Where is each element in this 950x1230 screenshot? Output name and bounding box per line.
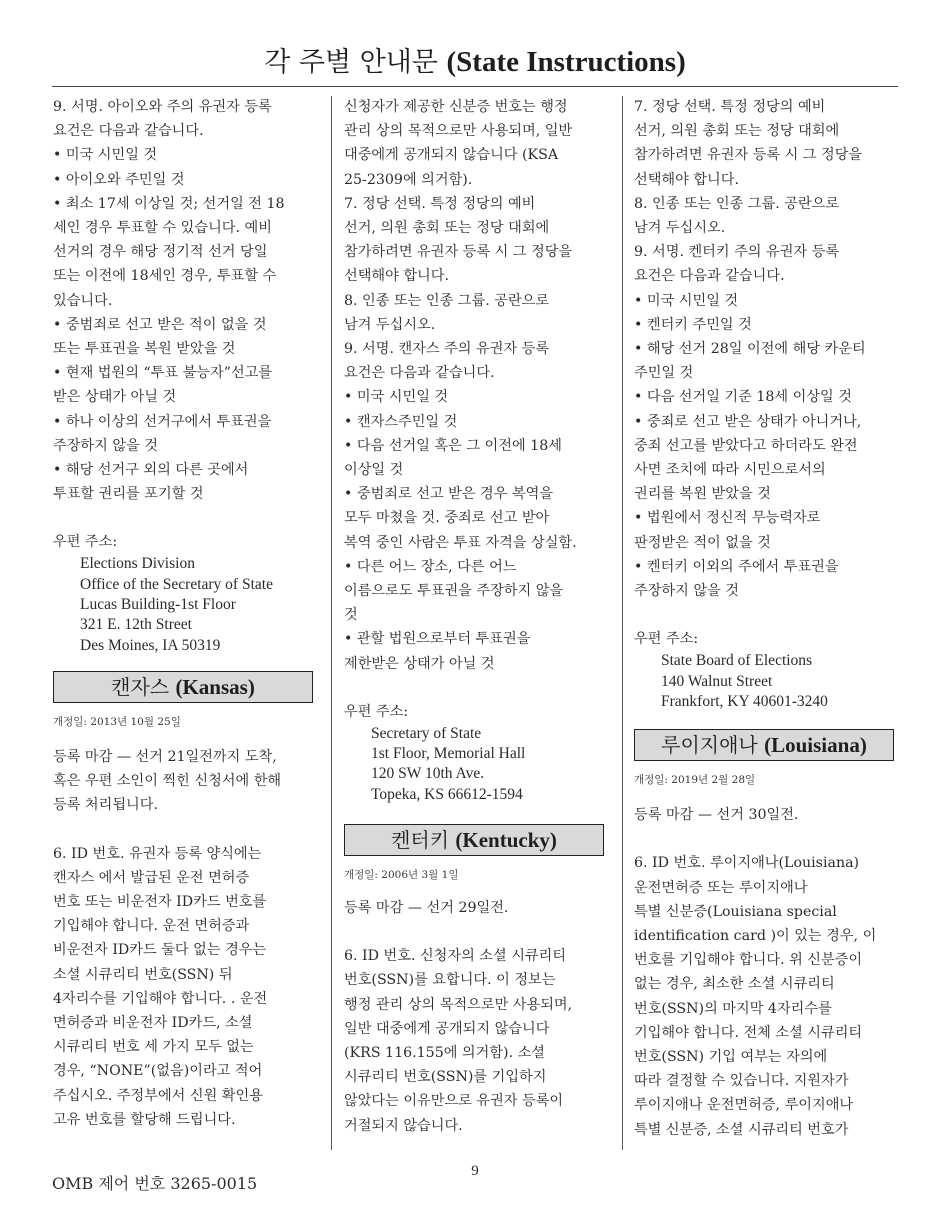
text-line: 주십시오. 주정부에서 신원 확인용 bbox=[53, 1087, 263, 1104]
kentucky-header bbox=[344, 824, 604, 856]
text-line: • 현재 법원의 “투표 불능자”선고를 bbox=[53, 365, 273, 382]
text-line: 복역 중인 사람은 투표 자격을 상실함. bbox=[344, 534, 577, 551]
text-line: 기입해야 합니다. 운전 면허증과 bbox=[53, 918, 250, 935]
iowa-mail-label: 우편 주소: bbox=[53, 534, 118, 551]
kentucky-id-number bbox=[344, 944, 612, 1138]
text-line: 주장하지 않을 것 bbox=[53, 437, 158, 454]
text-line: • 다음 선거일 기준 18세 이상일 것 bbox=[634, 389, 852, 406]
text-line: Secretary of State bbox=[371, 724, 482, 742]
kansas-deadline bbox=[53, 745, 321, 818]
text-line: 7. 정당 선택. 특정 정당의 예비 bbox=[634, 99, 826, 115]
text-line: 참가하려면 유권자 등록 시 그 정당을 bbox=[344, 244, 573, 261]
kansas-id-number bbox=[53, 842, 321, 1132]
text-line: • 캔자스주민일 것 bbox=[344, 413, 458, 430]
text-line: 권리를 복원 받았을 것 bbox=[634, 486, 771, 503]
text-line: 6. ID 번호. 신청자의 소셜 시큐리티 bbox=[344, 948, 567, 965]
text-line: 일반 대중에게 공개되지 않습니다 bbox=[344, 1020, 550, 1037]
text-line: 요건은 다음과 같습니다. bbox=[634, 268, 785, 285]
text-line: 경우, “NONE”(없음)이라고 적어 bbox=[53, 1063, 263, 1080]
text-line: 신청자가 제공한 신분증 번호는 행정 bbox=[344, 99, 568, 115]
text-line: 9. 서명. 켄터키 주의 유권자 등록 bbox=[634, 244, 840, 261]
page-number: 9 bbox=[471, 1163, 479, 1179]
text-line: 있습니다. bbox=[53, 292, 113, 309]
text-line: 않았다는 이유만으로 유권자 등록이 bbox=[344, 1093, 564, 1110]
text-line: Lucas Building-1st Floor bbox=[80, 596, 236, 614]
text-line: 거절되지 않습니다. bbox=[344, 1117, 463, 1134]
text-line: 남겨 두십시오. bbox=[344, 316, 436, 333]
text-line: • 법원에서 정신적 무능력자로 bbox=[634, 510, 821, 527]
text-line: 따라 결정할 수 있습니다. 지원자가 bbox=[634, 1073, 849, 1090]
text-line: 주민일 것 bbox=[634, 365, 694, 382]
column-1 bbox=[53, 95, 321, 1132]
text-line: 시큐리티 번호(SSN)를 기입하지 bbox=[344, 1069, 547, 1086]
text-line: 번호 또는 비운전자 ID카드 번호를 bbox=[53, 893, 267, 910]
text-line: 6. ID 번호. 유권자 등록 양식에는 bbox=[53, 845, 262, 862]
text-line: 321 E. 12th Street bbox=[80, 616, 192, 634]
text-line: Topeka, KS 66612-1594 bbox=[371, 785, 523, 803]
text-line: 7. 정당 선택. 특정 정당의 예비 bbox=[344, 195, 536, 212]
text-line: • 켄터키 주민일 것 bbox=[634, 316, 752, 333]
text-line: 4자리수를 기입해야 합니다. . 운전 bbox=[53, 990, 268, 1007]
text-line: 행정 관리 상의 목적으로만 사용되며, bbox=[344, 996, 573, 1013]
kentucky-deadline bbox=[344, 896, 612, 920]
louisiana-header-ko: 루이지애나 bbox=[661, 733, 758, 758]
column-3 bbox=[634, 95, 902, 1142]
text-line: 관리 상의 목적으로만 사용되며, 일반 bbox=[344, 123, 573, 140]
kentucky-mail-label: 우편 주소: bbox=[634, 631, 699, 648]
column-divider-1 bbox=[331, 96, 332, 1150]
kansas-header-ko: 캔자스 bbox=[111, 674, 170, 699]
text-line: • 최소 17세 이상일 것; 선거일 전 18 bbox=[53, 195, 285, 212]
text-line: 25-2309에 의거함). bbox=[344, 171, 473, 188]
text-line: 등록 처리됩니다. bbox=[53, 797, 158, 814]
text-line: 9. 서명. 캔자스 주의 유권자 등록 bbox=[344, 341, 550, 358]
page-title bbox=[0, 40, 950, 79]
text-line: 투표할 권리를 포기할 것 bbox=[53, 486, 204, 503]
text-line: 비운전자 ID카드 둘다 없는 경우는 bbox=[53, 942, 267, 959]
text-line: • 해당 선거구 외의 다른 곳에서 bbox=[53, 462, 249, 479]
iowa-signature-requirements bbox=[53, 95, 321, 506]
text-line: 선거의 경우 해당 정기적 선거 당일 bbox=[53, 244, 268, 261]
text-line: 시큐리티 번호 세 가지 모두 없는 bbox=[53, 1039, 254, 1056]
text-line: 소셜 시큐리티 번호(SSN) 뒤 bbox=[53, 966, 233, 983]
text-line: • 다음 선거일 혹은 그 이전에 18세 bbox=[344, 437, 562, 454]
page-title-en: (State Instructions) bbox=[446, 46, 686, 78]
text-line: 것 bbox=[344, 607, 358, 624]
text-line: 중죄 선고를 받았다고 하더라도 완전 bbox=[634, 437, 858, 454]
text-line: 받은 상태가 아닐 것 bbox=[53, 389, 177, 406]
text-line: • 아이오와 주민일 것 bbox=[53, 171, 185, 188]
text-line: 루이지애나 운전면허증, 루이지애나 bbox=[634, 1097, 854, 1114]
kentucky-header-ko: 켄터키 bbox=[391, 828, 450, 853]
text-line: 요건은 다음과 같습니다. bbox=[344, 365, 495, 382]
text-line: Office of the Secretary of State bbox=[80, 575, 273, 593]
kansas-mail-label: 우편 주소: bbox=[344, 703, 409, 720]
text-line: 6. ID 번호. 루이지애나(Louisiana) bbox=[634, 855, 860, 872]
text-line: 특별 신분증(Louisiana special bbox=[634, 903, 837, 920]
text-line: 면허증과 비운전자 ID카드, 소셜 bbox=[53, 1014, 253, 1031]
text-line: 등록 마감 — 선거 30일전. bbox=[634, 807, 799, 824]
text-line: • 중범죄로 선고 받은 적이 없을 것 bbox=[53, 316, 267, 333]
kansas-mail-address bbox=[344, 724, 612, 805]
text-line: 참가하려면 유권자 등록 시 그 정당을 bbox=[634, 147, 863, 164]
kentucky-header-en: (Kentucky) bbox=[455, 828, 557, 853]
text-line: 대중에게 공개되지 않습니다 (KSA bbox=[344, 147, 559, 164]
page-title-ko: 각 주별 안내문 bbox=[264, 47, 438, 78]
text-line: 선거, 의원 총회 또는 정당 대회에 bbox=[634, 123, 840, 140]
column-2 bbox=[344, 95, 612, 1138]
kansas-revised-date: 개정일: 2013년 10월 25일 bbox=[53, 715, 181, 728]
louisiana-deadline bbox=[634, 803, 902, 827]
text-line: Frankfort, KY 40601-3240 bbox=[661, 692, 828, 710]
text-line: • 관할 법원으로부터 투표권을 bbox=[344, 631, 531, 648]
text-line: 세인 경우 투표할 수 있습니다. 예비 bbox=[53, 220, 272, 237]
kentucky-revised-date: 개정일: 2006년 3월 1일 bbox=[344, 869, 459, 882]
text-line: • 중죄로 선고 받은 상태가 아니거나, bbox=[634, 413, 862, 430]
text-line: 이상일 것 bbox=[344, 462, 404, 479]
text-line: 8. 인종 또는 인종 그룹. 공란으로 bbox=[634, 195, 840, 212]
text-line: 등록 마감 — 선거 29일전. bbox=[344, 900, 509, 917]
text-line: 운전면허증 또는 루이지애나 bbox=[634, 879, 808, 896]
kentucky-mail-address bbox=[634, 651, 902, 712]
text-line: • 다른 어느 장소, 다른 어느 bbox=[344, 558, 517, 575]
text-line: 번호를 기입해야 합니다. 위 신분증이 bbox=[634, 952, 863, 969]
text-line: identification card )이 있는 경우, 이 bbox=[634, 927, 877, 944]
text-line: 번호(SSN)의 마지막 4자리수를 bbox=[634, 1000, 832, 1017]
text-line: 또는 이전에 18세인 경우, 투표할 수 bbox=[53, 268, 277, 285]
louisiana-revised-date: 개정일: 2019년 2월 28일 bbox=[634, 774, 756, 787]
text-line: 혹은 우편 소인이 찍힌 신청서에 한해 bbox=[53, 773, 282, 790]
text-line: • 미국 시민일 것 bbox=[344, 389, 449, 406]
louisiana-id-number bbox=[634, 851, 902, 1141]
text-line: • 하나 이상의 선거구에서 투표권을 bbox=[53, 413, 272, 430]
louisiana-header-en: (Louisiana) bbox=[764, 733, 867, 758]
louisiana-header bbox=[634, 729, 894, 761]
text-line: • 미국 시민일 것 bbox=[53, 147, 158, 164]
text-line: 없는 경우, 최소한 소셜 시큐리티 bbox=[634, 976, 835, 993]
text-line: State Board of Elections bbox=[661, 652, 813, 670]
text-line: 남겨 두십시오. bbox=[634, 220, 726, 237]
text-line: 선택해야 합니다. bbox=[344, 268, 449, 285]
text-line: 선택해야 합니다. bbox=[634, 171, 739, 188]
text-line: • 해당 선거 28일 이전에 해당 카운티 bbox=[634, 341, 866, 358]
text-line: 판정받은 적이 없을 것 bbox=[634, 534, 771, 551]
text-line: 제한받은 상태가 아닐 것 bbox=[344, 655, 495, 672]
text-line: 이름으로도 투표권을 주장하지 않을 bbox=[344, 583, 564, 600]
kansas-instructions-continued bbox=[344, 95, 612, 676]
title-divider bbox=[52, 86, 898, 87]
text-line: (KRS 116.155에 의거함). 소셜 bbox=[344, 1045, 546, 1062]
text-line: 140 Walnut Street bbox=[661, 672, 773, 690]
text-line: 기입해야 합니다. 전체 소셜 시큐리티 bbox=[634, 1024, 863, 1041]
text-line: 모두 마쳤을 것. 중죄로 선고 받아 bbox=[344, 510, 550, 527]
iowa-mail-address bbox=[53, 554, 321, 655]
text-line: 캔자스 에서 발급된 운전 면허증 bbox=[53, 869, 250, 886]
text-line: 번호(SSN)를 요합니다. 이 정보는 bbox=[344, 972, 556, 989]
text-line: 등록 마감 — 선거 21일전까지 도착, bbox=[53, 748, 277, 765]
omb-control-number: OMB 제어 번호 3265-0015 bbox=[52, 1174, 258, 1193]
text-line: 또는 투표권을 복원 받았을 것 bbox=[53, 341, 236, 358]
text-line: 선거, 의원 총회 또는 정당 대회에 bbox=[344, 220, 550, 237]
kansas-header bbox=[53, 671, 313, 703]
text-line: 주장하지 않을 것 bbox=[634, 583, 739, 600]
text-line: 9. 서명. 아이오와 주의 유권자 등록 bbox=[53, 99, 272, 115]
kansas-header-en: (Kansas) bbox=[175, 674, 255, 699]
kentucky-instructions-continued bbox=[634, 95, 902, 603]
text-line: 120 SW 10th Ave. bbox=[371, 765, 485, 783]
text-line: • 중범죄로 선고 받은 경우 복역을 bbox=[344, 486, 554, 503]
text-line: 8. 인종 또는 인종 그룹. 공란으로 bbox=[344, 292, 550, 309]
text-line: • 미국 시민일 것 bbox=[634, 292, 739, 309]
text-line: 번호(SSN) 기입 여부는 자의에 bbox=[634, 1048, 828, 1065]
text-line: 사면 조치에 따라 시민으로서의 bbox=[634, 462, 826, 479]
text-line: Elections Division bbox=[80, 555, 195, 573]
text-line: Des Moines, IA 50319 bbox=[80, 636, 221, 654]
text-line: 고유 번호를 할당해 드립니다. bbox=[53, 1111, 236, 1128]
text-line: 요건은 다음과 같습니다. bbox=[53, 123, 204, 140]
text-line: 1st Floor, Memorial Hall bbox=[371, 745, 526, 763]
text-line: 특별 신분증, 소셜 시큐리티 번호가 bbox=[634, 1121, 849, 1138]
text-line: • 켄터키 이외의 주에서 투표권을 bbox=[634, 558, 839, 575]
column-divider-2 bbox=[622, 96, 623, 1150]
